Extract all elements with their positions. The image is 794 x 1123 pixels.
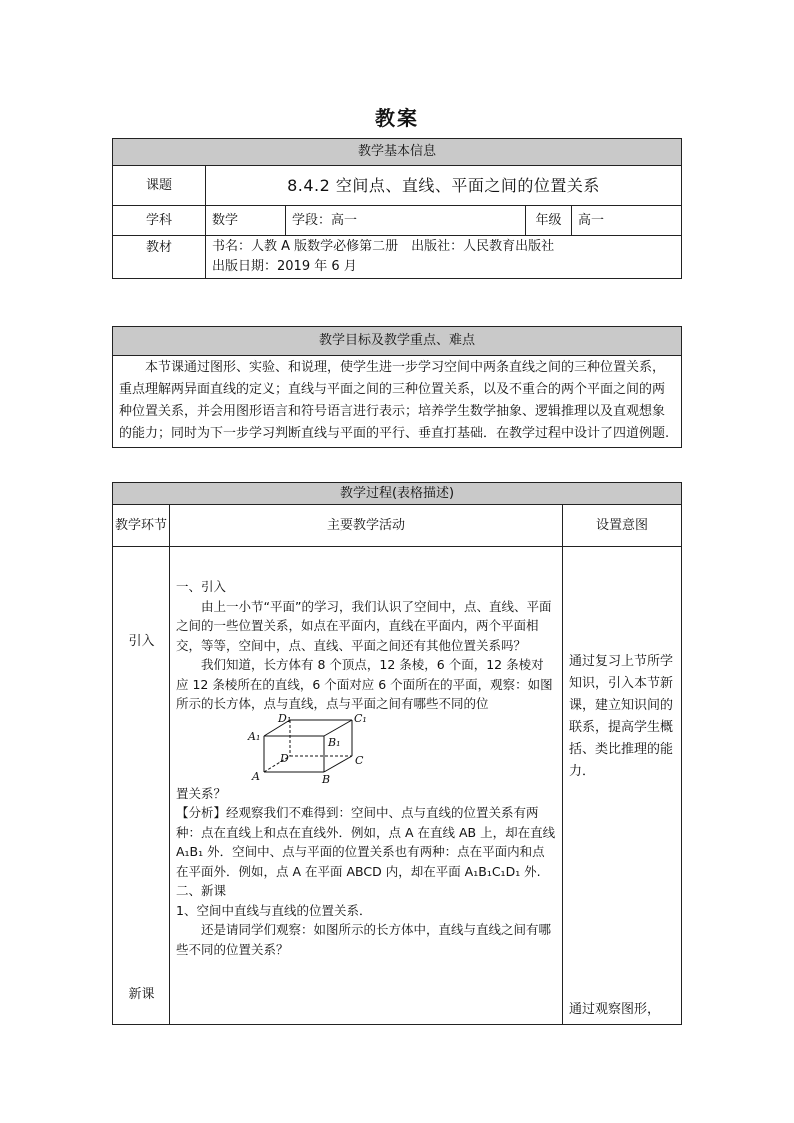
stage-new: 新课 <box>128 987 155 1002</box>
stage-intro: 引入 <box>128 634 155 649</box>
col-stage-header: 教学环节 <box>113 505 170 547</box>
intro-title: 一、引入 <box>176 579 227 594</box>
document-title: 教案 <box>375 106 419 130</box>
basic-info-table <box>112 138 682 279</box>
label-c: C <box>355 753 364 767</box>
label-a: A <box>252 769 260 783</box>
process-table <box>112 482 682 1025</box>
textbook-line2: 出版日期：2019 年 6 月 <box>212 259 357 274</box>
objectives-text: 本节课通过图形、实验、和说理，使学生进一步学习空间中两条直线之间的三种位置关系，重点理解两异面直线的定义；直线与平面之间的三种位置关系，以及不重合的两个平面之间的两种位置关系，并会用图形语言和符号语言进行表示；培养学生数学抽象、逻辑推理以及直观想象的能力；同时为下一步学习判断直线与平面的平行、垂直打基础．在教学过程中设计了四道例题. <box>113 356 682 448</box>
grade-label: 年级 <box>526 206 572 236</box>
label-d1: D₁ <box>278 713 292 725</box>
edge-b1-c1 <box>324 720 352 736</box>
topic-label: 课题 <box>113 166 206 206</box>
textbook-label: 教材 <box>113 236 206 279</box>
label-b1: B₁ <box>328 735 341 749</box>
topic-value: 8.4.2 空间点、直线、平面之间的位置关系 <box>206 166 682 206</box>
col-purpose-header: 设置意图 <box>563 505 682 547</box>
process-header: 教学过程(表格描述) <box>113 483 682 505</box>
intro-paragraph-2-end: 置关系？ <box>176 785 227 801</box>
cuboid-figure <box>244 714 384 784</box>
new-lesson-title: 二、新课 <box>176 883 227 898</box>
edge-b-c <box>324 756 352 772</box>
intro-paragraph-2: 我们知道，长方体有 8 个顶点，12 条棱，6 个面，12 条棱对应 12 条棱所在的直线，6 个面对应 6 个面所在的平面，观察：如图所示的长方体，点与直线，点与平面之间有哪些不同的位 <box>176 657 553 711</box>
label-a1: A₁ <box>248 729 261 743</box>
analysis-text: 【分析】经观察我们不难得到：空间中、点与直线的位置关系有两种：点在直线上和点在直线外．例如，点 A 在直线 AB 上，却在直线 A₁B₁ 外．空间中、点与平面的位置关系也有两种：点在平面内和点在平面外．例如，点 A 在平面 ABCD 内，却在平面 A₁B₁C₁D₁ 外. <box>176 805 556 879</box>
purpose-new: 通过观察图形， <box>569 1002 661 1017</box>
stage-value: 学段：高一 <box>286 206 526 236</box>
new-lesson-paragraph-1: 还是请同学们观察：如图所示的长方体中，直线与直线之间有哪些不同的位置关系？ <box>176 922 552 957</box>
intro-paragraph-1: 由上一小节“平面”的学习，我们认识了空间中，点、直线、平面之间的一些位置关系，如点在平面内，直线在平面内，两个平面相交，等等，空间中，点、直线、平面之间还有其他位置关系吗？ <box>176 598 552 653</box>
label-b: B <box>322 772 331 784</box>
objectives-table <box>112 326 682 448</box>
objectives-header: 教学目标及教学重点、难点 <box>113 327 682 356</box>
label-d: D <box>280 751 289 765</box>
subject-value: 数学 <box>206 206 286 236</box>
new-lesson-subtitle: 1、空间中直线与直线的位置关系． <box>176 902 372 918</box>
textbook-line1: 书名：人教 A 版数学必修第二册 出版社：人民教育出版社 <box>212 239 555 254</box>
purpose-intro: 通过复习上节所学知识，引入本节新课，建立知识间的联系，提高学生概括、类比推理的能力． <box>569 654 674 779</box>
subject-label: 学科 <box>113 206 206 236</box>
label-c1: C₁ <box>354 713 367 725</box>
basic-info-header: 教学基本信息 <box>113 139 682 166</box>
col-activity-header: 主要教学活动 <box>170 505 563 547</box>
grade-value: 高一 <box>572 206 682 236</box>
